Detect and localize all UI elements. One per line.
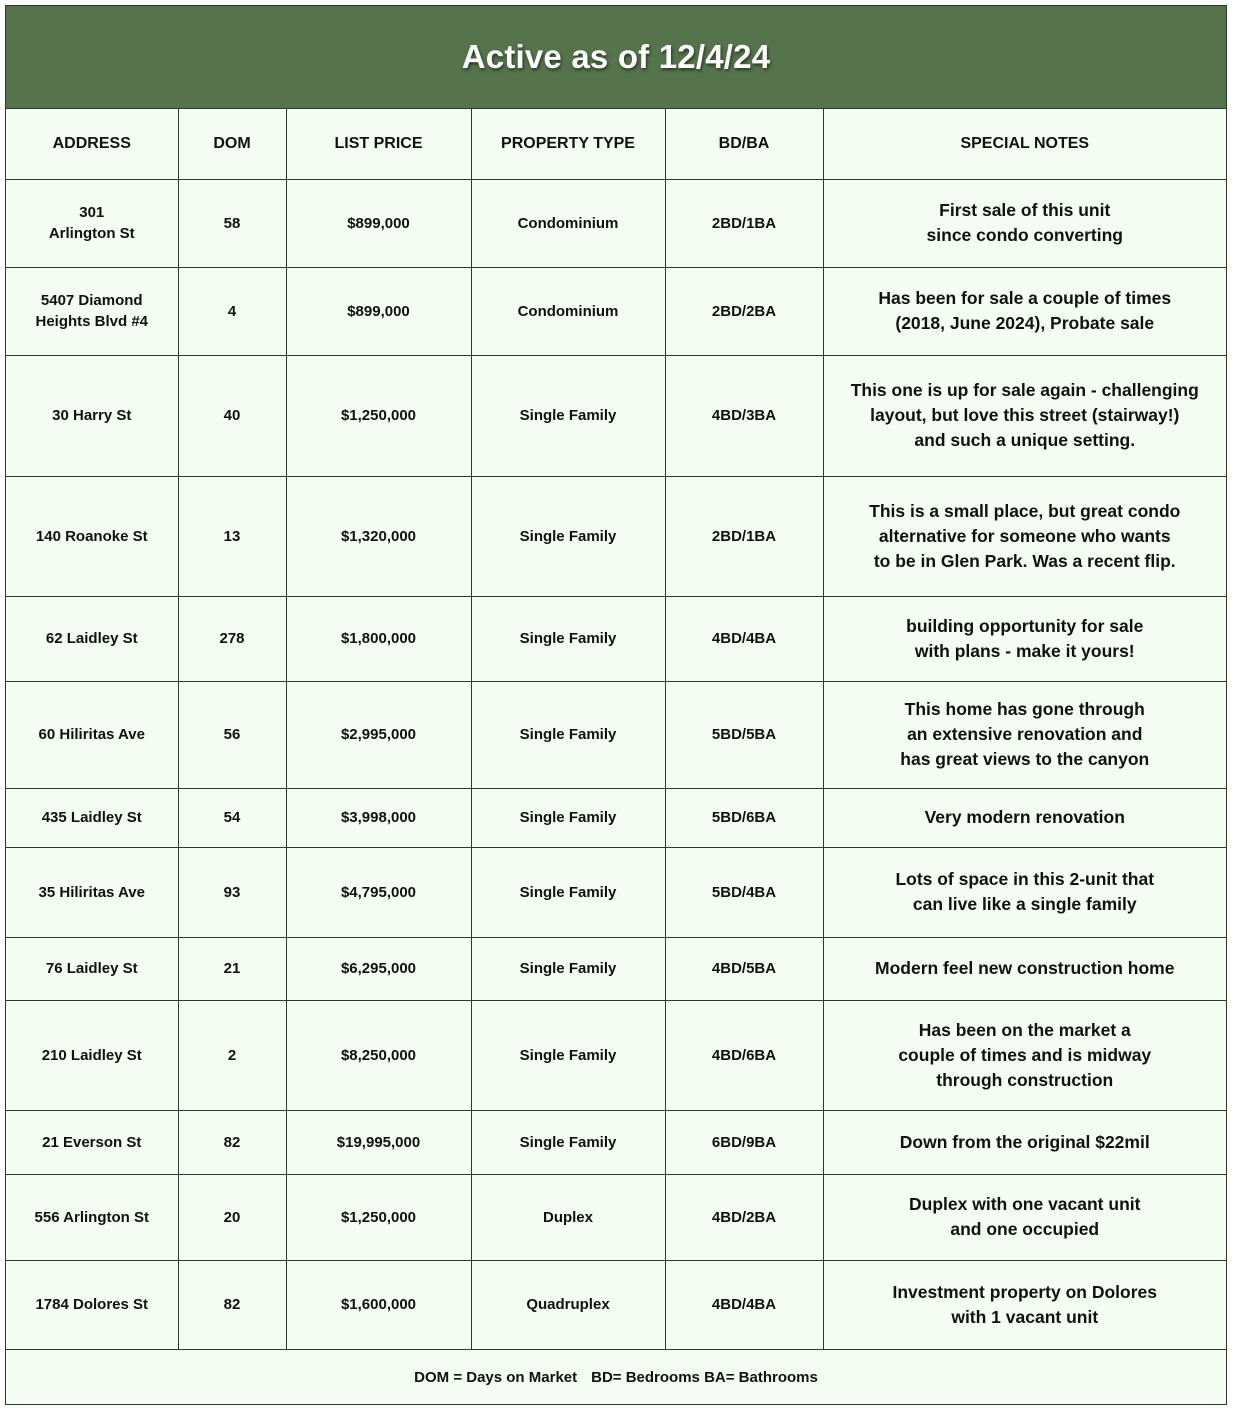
cell-property-type: Single Family	[471, 681, 665, 788]
cell-special-notes: Modern feel new construction home	[823, 937, 1226, 1000]
cell-bd-ba: 4BD/4BA	[665, 1260, 823, 1349]
cell-list-price: $899,000	[286, 179, 471, 267]
cell-address: 30 Harry St	[6, 355, 178, 476]
column-header-address: ADDRESS	[6, 109, 178, 179]
cell-special-notes: Down from the original $22mil	[823, 1110, 1226, 1174]
cell-address: 21 Everson St	[6, 1110, 178, 1174]
cell-address: 140 Roanoke St	[6, 476, 178, 596]
cell-address: 301 Arlington St	[6, 179, 178, 267]
cell-bd-ba: 6BD/9BA	[665, 1110, 823, 1174]
column-header-dom: DOM	[178, 109, 286, 179]
column-header-property-type: PROPERTY TYPE	[471, 109, 665, 179]
cell-list-price: $6,295,000	[286, 937, 471, 1000]
cell-special-notes: Has been for sale a couple of times (2018, June 2024), Probate sale	[823, 267, 1226, 355]
cell-list-price: $3,998,000	[286, 788, 471, 847]
cell-list-price: $1,600,000	[286, 1260, 471, 1349]
cell-address: 35 Hiliritas Ave	[6, 847, 178, 937]
cell-address: 435 Laidley St	[6, 788, 178, 847]
cell-dom: 21	[178, 937, 286, 1000]
table-row	[6, 1174, 1226, 1260]
table-row	[6, 847, 1226, 937]
cell-special-notes: Very modern renovation	[823, 788, 1226, 847]
cell-special-notes: Duplex with one vacant unit and one occupied	[823, 1174, 1226, 1260]
cell-dom: 278	[178, 596, 286, 681]
cell-address: 556 Arlington St	[6, 1174, 178, 1260]
table-row	[6, 596, 1226, 681]
cell-bd-ba: 2BD/1BA	[665, 476, 823, 596]
cell-dom: 54	[178, 788, 286, 847]
cell-property-type: Single Family	[471, 476, 665, 596]
table-row	[6, 788, 1226, 847]
cell-property-type: Single Family	[471, 1000, 665, 1110]
cell-dom: 58	[178, 179, 286, 267]
table-row	[6, 1110, 1226, 1174]
column-header-list-price: LIST PRICE	[286, 109, 471, 179]
listings-sheet	[5, 5, 1227, 1405]
bdba-legend: BD= Bedrooms BA= Bathrooms	[591, 1369, 818, 1387]
cell-dom: 56	[178, 681, 286, 788]
cell-special-notes: Has been on the market a couple of times and is midway through construction	[823, 1000, 1226, 1110]
cell-address: 62 Laidley St	[6, 596, 178, 681]
cell-bd-ba: 5BD/5BA	[665, 681, 823, 788]
cell-bd-ba: 5BD/4BA	[665, 847, 823, 937]
cell-property-type: Single Family	[471, 596, 665, 681]
page-title: Active as of 12/4/24	[461, 38, 771, 75]
cell-list-price: $1,800,000	[286, 596, 471, 681]
cell-special-notes: Investment property on Dolores with 1 vacant unit	[823, 1260, 1226, 1349]
cell-bd-ba: 4BD/2BA	[665, 1174, 823, 1260]
dom-legend: DOM = Days on Market	[414, 1369, 578, 1387]
cell-bd-ba: 4BD/3BA	[665, 355, 823, 476]
cell-address: 60 Hiliritas Ave	[6, 681, 178, 788]
cell-special-notes: This one is up for sale again - challenging layout, but love this street (stairway!) and such a unique setting.	[823, 355, 1226, 476]
table-row	[6, 476, 1226, 596]
cell-dom: 20	[178, 1174, 286, 1260]
cell-address: 5407 Diamond Heights Blvd #4	[6, 267, 178, 355]
cell-property-type: Single Family	[471, 355, 665, 476]
cell-address: 76 Laidley St	[6, 937, 178, 1000]
legend-cell	[6, 1349, 1226, 1406]
title-banner	[6, 6, 1226, 109]
active-listings-table	[6, 109, 1226, 1406]
cell-dom: 4	[178, 267, 286, 355]
cell-property-type: Condominium	[471, 179, 665, 267]
cell-property-type: Single Family	[471, 1110, 665, 1174]
table-body	[6, 179, 1226, 1349]
cell-property-type: Single Family	[471, 937, 665, 1000]
cell-special-notes: This is a small place, but great condo alternative for someone who wants to be in Glen Park. Was a recent flip.	[823, 476, 1226, 596]
cell-dom: 40	[178, 355, 286, 476]
cell-dom: 13	[178, 476, 286, 596]
cell-list-price: $4,795,000	[286, 847, 471, 937]
cell-property-type: Quadruplex	[471, 1260, 665, 1349]
table-row	[6, 1260, 1226, 1349]
cell-property-type: Single Family	[471, 847, 665, 937]
cell-special-notes: Lots of space in this 2-unit that can live like a single family	[823, 847, 1226, 937]
cell-list-price: $2,995,000	[286, 681, 471, 788]
cell-special-notes: First sale of this unit since condo converting	[823, 179, 1226, 267]
cell-special-notes: building opportunity for sale with plans - make it yours!	[823, 596, 1226, 681]
cell-list-price: $19,995,000	[286, 1110, 471, 1174]
cell-list-price: $1,320,000	[286, 476, 471, 596]
legend-row	[6, 1349, 1226, 1406]
cell-bd-ba: 2BD/2BA	[665, 267, 823, 355]
cell-dom: 82	[178, 1260, 286, 1349]
cell-list-price: $1,250,000	[286, 1174, 471, 1260]
cell-bd-ba: 2BD/1BA	[665, 179, 823, 267]
cell-bd-ba: 4BD/4BA	[665, 596, 823, 681]
cell-property-type: Single Family	[471, 788, 665, 847]
cell-dom: 82	[178, 1110, 286, 1174]
column-header-special-notes: SPECIAL NOTES	[823, 109, 1226, 179]
column-header-bd-ba: BD/BA	[665, 109, 823, 179]
cell-bd-ba: 4BD/5BA	[665, 937, 823, 1000]
table-row	[6, 937, 1226, 1000]
cell-list-price: $8,250,000	[286, 1000, 471, 1110]
cell-bd-ba: 5BD/6BA	[665, 788, 823, 847]
cell-dom: 93	[178, 847, 286, 937]
cell-address: 210 Laidley St	[6, 1000, 178, 1110]
cell-bd-ba: 4BD/6BA	[665, 1000, 823, 1110]
cell-special-notes: This home has gone through an extensive renovation and has great views to the canyon	[823, 681, 1226, 788]
cell-dom: 2	[178, 1000, 286, 1110]
table-row	[6, 1000, 1226, 1110]
table-row	[6, 681, 1226, 788]
cell-property-type: Duplex	[471, 1174, 665, 1260]
cell-address: 1784 Dolores St	[6, 1260, 178, 1349]
table-row	[6, 179, 1226, 267]
cell-property-type: Condominium	[471, 267, 665, 355]
cell-list-price: $899,000	[286, 267, 471, 355]
table-row	[6, 267, 1226, 355]
table-row	[6, 355, 1226, 476]
cell-list-price: $1,250,000	[286, 355, 471, 476]
header-row	[6, 109, 1226, 179]
